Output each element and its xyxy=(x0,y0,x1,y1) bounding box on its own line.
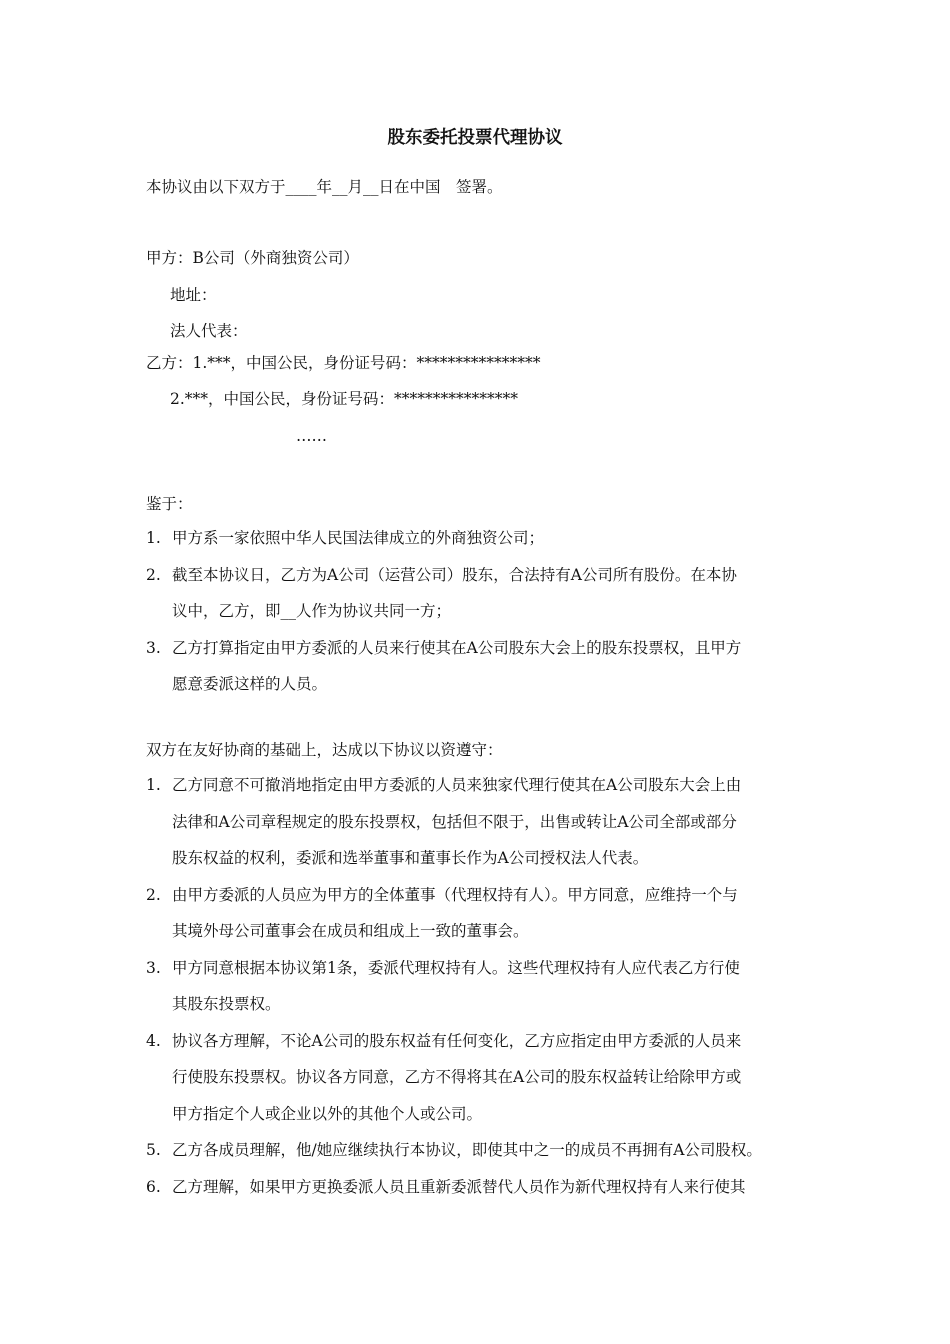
agreement-item-text: 甲方同意根据本协议第1条，委派代理权持有人。这些代理权持有人应代表乙方行使 xyxy=(172,958,740,977)
whereas-item-number: 3. xyxy=(146,638,161,657)
agreement-item-text: 其境外母公司董事会在成员和组成上一致的董事会。 xyxy=(172,922,529,940)
agreement-heading: 双方在友好协商的基础上，达成以下协议以资遵守： xyxy=(146,741,503,759)
agreement-item-text: 行使股东投票权。协议各方同意，乙方不得将其在A公司的股东权益转让给除甲方或 xyxy=(172,1068,742,1086)
agreement-item-text: 乙方同意不可撤消地指定由甲方委派的人员来独家代理行使其在A公司股东大会上由 xyxy=(172,776,742,794)
agreement-item-text: 协议各方理解，不论A公司的股东权益有任何变化，乙方应指定由甲方委派的人员来 xyxy=(172,1031,742,1050)
party-a-label: 甲方：B公司（外商独资公司） xyxy=(146,249,359,267)
agreement-item-text: 法律和A公司章程规定的股东投票权，包括但不限于，出售或转让A公司全部或部分 xyxy=(172,812,737,831)
party-a-legal-rep: 法人代表： xyxy=(170,322,248,340)
document-title: 股东委托投票代理协议 xyxy=(387,128,563,148)
agreement-item-text: 股东权益的权利，委派和选举董事和董事长作为A公司授权法人代表。 xyxy=(172,849,649,867)
intro-line: 本协议由以下双方于____年__月__日在中国 签署。 xyxy=(146,178,503,196)
agreement-item-number: 5. xyxy=(146,1141,161,1159)
whereas-heading: 鉴于： xyxy=(146,495,193,513)
party-b-line1: 乙方：1.***，中国公民，身份证号码：**************** xyxy=(146,354,541,372)
whereas-item-text: 乙方打算指定由甲方委派的人员来行使其在A公司股东大会上的股东投票权，且甲方 xyxy=(172,638,742,657)
whereas-item-number: 1. xyxy=(146,529,161,547)
agreement-item-number: 3. xyxy=(146,958,161,977)
agreement-item-text: 由甲方委派的人员应为甲方的全体董事（代理权持有人）。甲方同意，应维持一个与 xyxy=(172,885,738,904)
agreement-item-number: 6. xyxy=(146,1177,161,1196)
party-b-line2: 2.***，中国公民，身份证号码：**************** xyxy=(170,390,519,408)
agreement-item-text: 甲方指定个人或企业以外的其他个人或公司。 xyxy=(172,1104,483,1123)
party-b-ellipsis: …… xyxy=(296,427,327,445)
whereas-item-text: 截至本协议日，乙方为A公司（运营公司）股东，合法持有A公司所有股份。在本协 xyxy=(172,565,737,584)
agreement-item-number: 2. xyxy=(146,885,161,904)
whereas-item-number: 2. xyxy=(146,565,161,584)
agreement-item-number: 1. xyxy=(146,776,161,794)
agreement-item-text: 乙方各成员理解，他/她应继续执行本协议，即使其中之一的成员不再拥有A公司股权。 xyxy=(172,1141,762,1159)
whereas-item-text: 愿意委派这样的人员。 xyxy=(172,675,328,693)
agreement-item-number: 4. xyxy=(146,1031,161,1050)
agreement-item-text: 乙方理解，如果甲方更换委派人员且重新委派替代人员作为新代理权持有人来行使其 xyxy=(172,1177,746,1196)
whereas-item-text: 甲方系一家依照中华人民国法律成立的外商独资公司； xyxy=(172,529,545,547)
party-a-address: 地址： xyxy=(170,286,217,304)
agreement-item-text: 其股东投票权。 xyxy=(172,995,281,1013)
whereas-item-text: 议中，乙方，即__人作为协议共同一方； xyxy=(172,602,452,620)
